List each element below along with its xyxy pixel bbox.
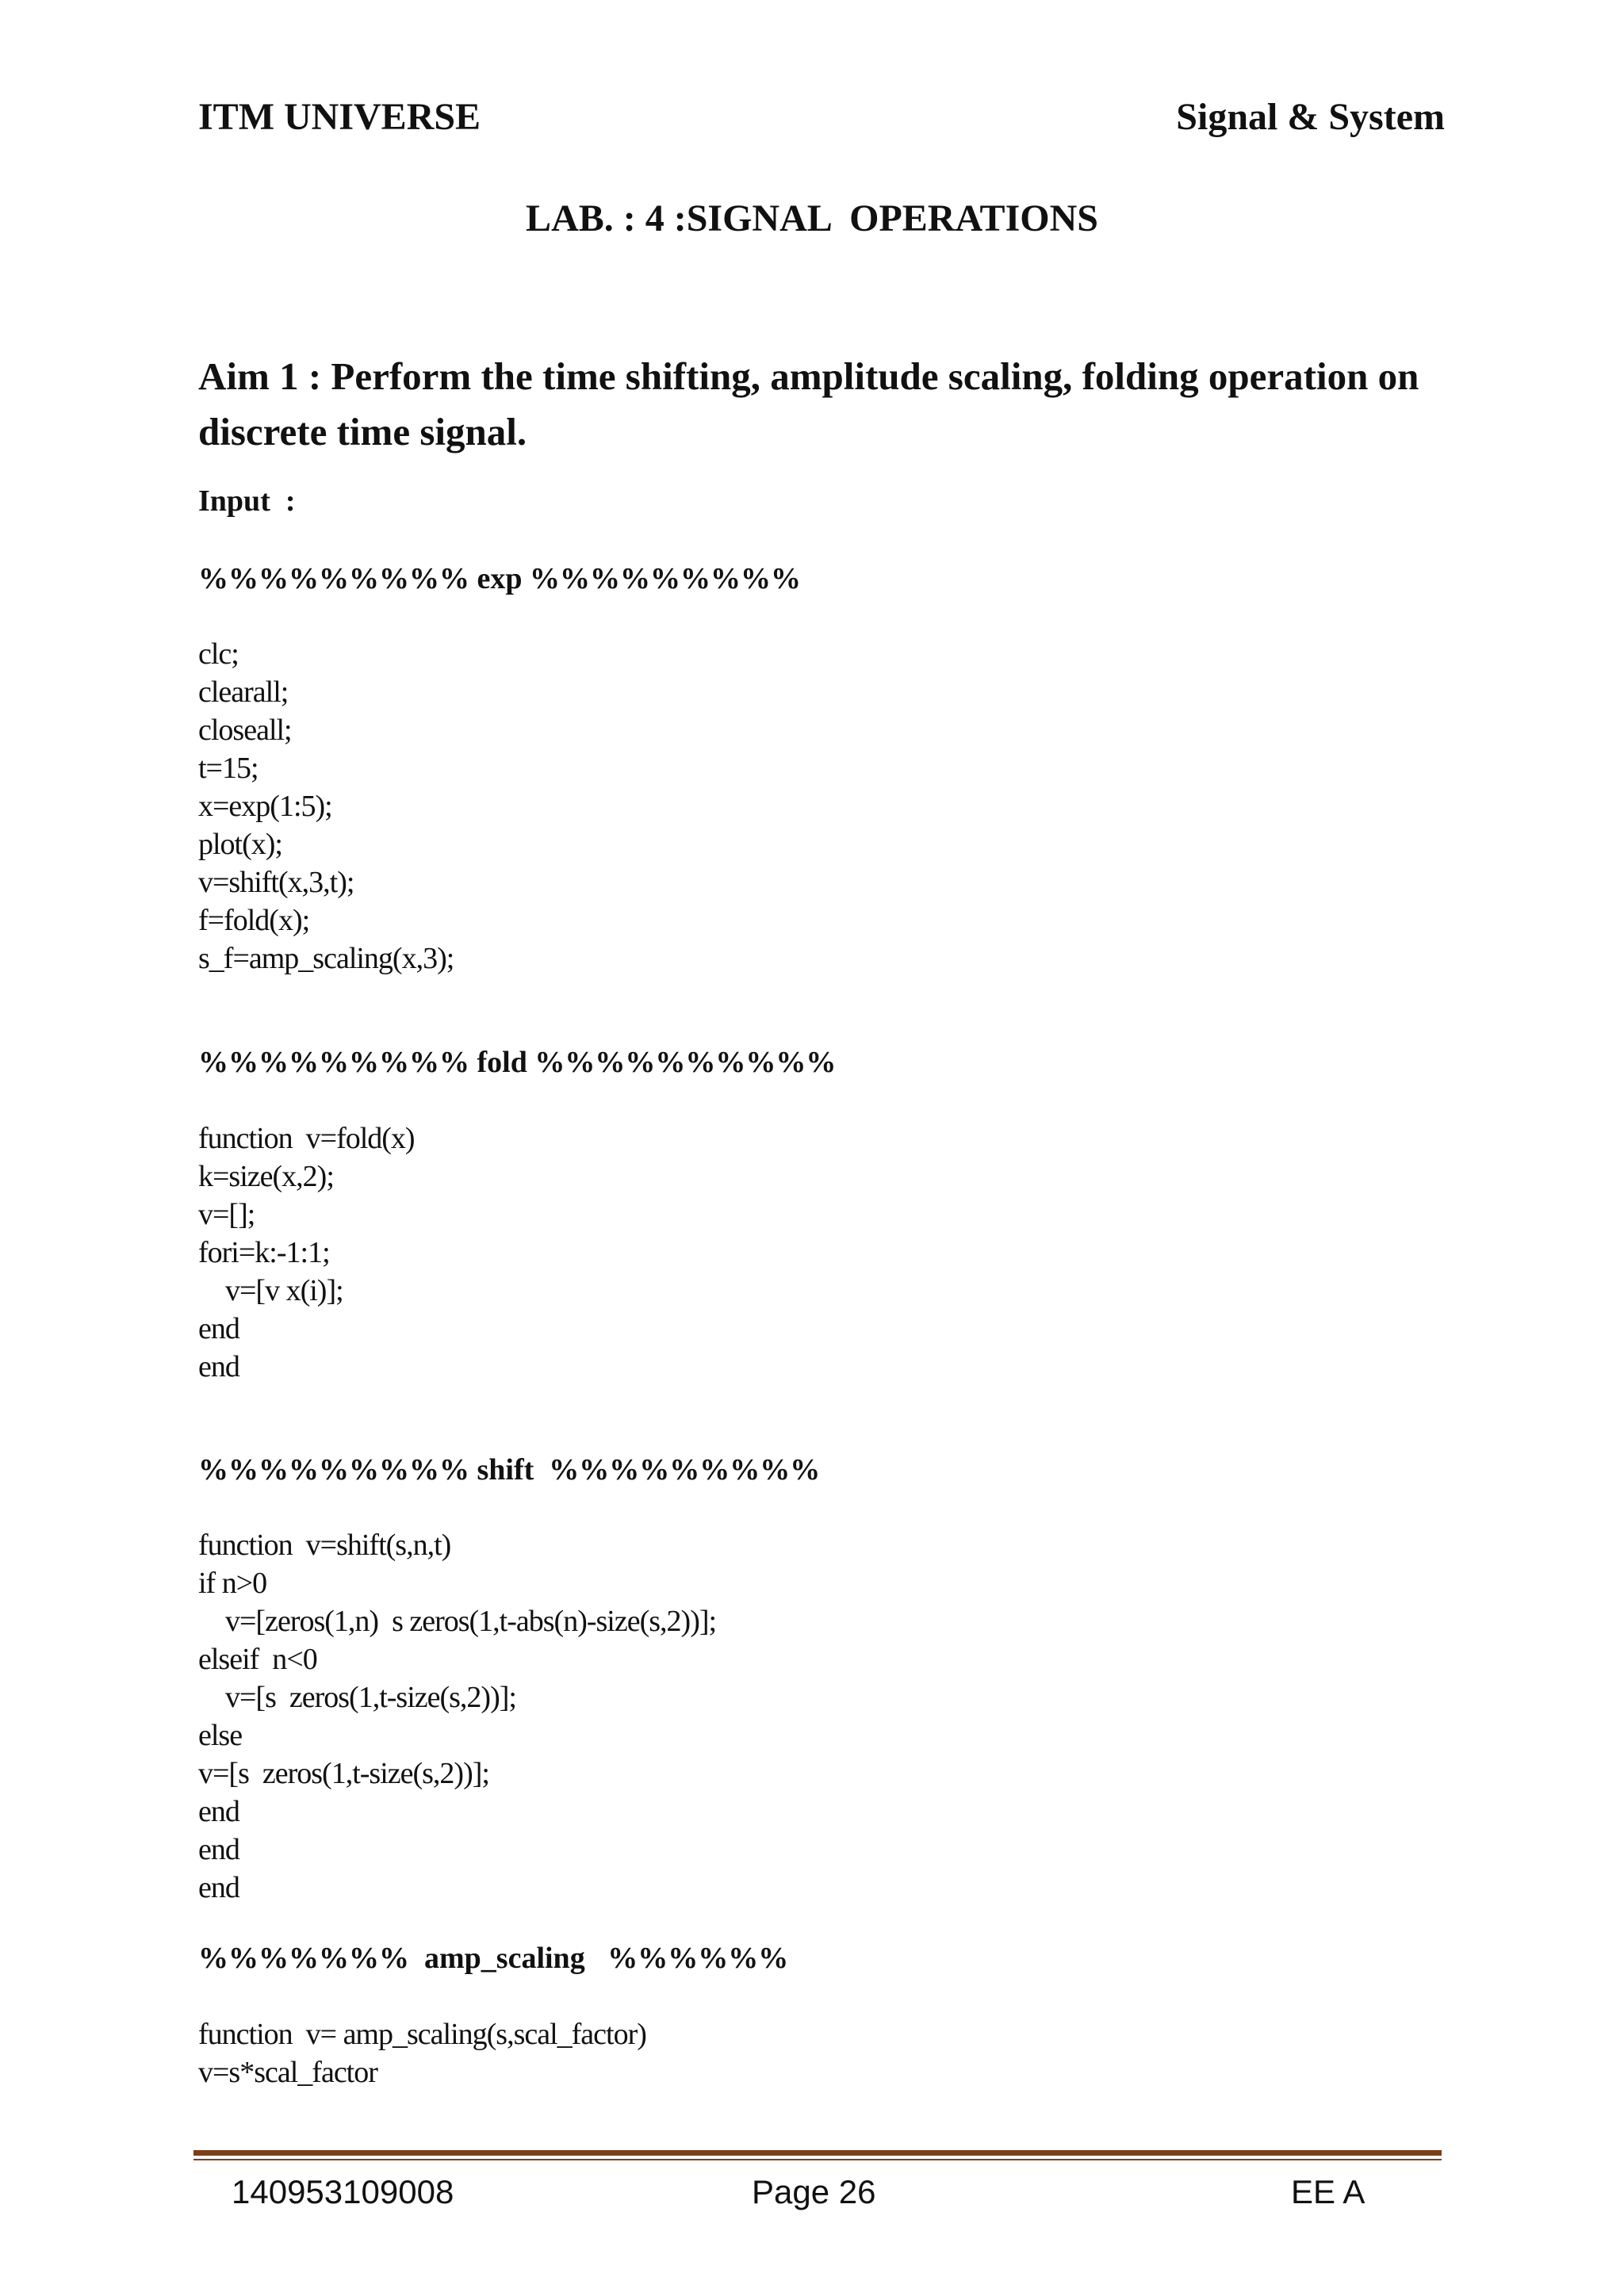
code-line: s_f=amp_scaling(x,3); bbox=[198, 942, 454, 975]
code-line: end bbox=[198, 1833, 239, 1866]
section-heading-shift: %%%%%%%%% shift %%%%%%%%% bbox=[198, 1453, 821, 1487]
code-line: plot(x); bbox=[198, 828, 282, 861]
aim-statement: Aim 1 : Perform the time shifting, amplitude scaling, folding operation on discrete time signal. bbox=[198, 354, 1419, 453]
code-line: v=[s zeros(1,t-size(s,2))]; bbox=[198, 1681, 516, 1714]
code-line: t=15; bbox=[198, 752, 259, 785]
section-heading-fold: %%%%%%%%% fold %%%%%%%%%% bbox=[198, 1046, 837, 1079]
code-block-fold bbox=[198, 1119, 415, 1386]
code-line: end bbox=[198, 1871, 239, 1904]
code-line: else bbox=[198, 1719, 243, 1752]
code-line: v=shift(x,3,t); bbox=[198, 866, 354, 899]
lab-title: LAB. : 4 :SIGNAL OPERATIONS bbox=[526, 197, 1098, 239]
footer-class: EE A bbox=[1291, 2173, 1365, 2210]
code-line: end bbox=[198, 1795, 239, 1828]
code-line: k=size(x,2); bbox=[198, 1160, 334, 1193]
code-line: v=[]; bbox=[198, 1198, 255, 1231]
code-block-exp bbox=[198, 635, 454, 978]
code-line: elseif n<0 bbox=[198, 1643, 317, 1676]
input-label: Input : bbox=[198, 484, 296, 518]
code-line: end bbox=[198, 1350, 239, 1383]
section-heading-exp: %%%%%%%%% exp %%%%%%%%% bbox=[198, 562, 801, 595]
code-line: v=[v x(i)]; bbox=[198, 1274, 343, 1307]
code-line: clearall; bbox=[198, 675, 289, 709]
footer-enrollment-number: 140953109008 bbox=[232, 2173, 454, 2210]
code-line: function v= amp_scaling(s,scal_factor) bbox=[198, 2018, 646, 2051]
code-block-amp-scaling bbox=[198, 2015, 646, 2091]
header-right-title: Signal & System bbox=[1176, 96, 1445, 138]
code-line: f=fold(x); bbox=[198, 904, 310, 937]
code-line: if n>0 bbox=[198, 1567, 267, 1600]
section-heading-amp-scaling: %%%%%%% amp_scaling %%%%%% bbox=[198, 1942, 789, 1975]
footer-page-number: Page 26 bbox=[752, 2173, 876, 2210]
code-line: function v=shift(s,n,t) bbox=[198, 1529, 451, 1562]
code-block-shift bbox=[198, 1526, 716, 1907]
header-left-title: ITM UNIVERSE bbox=[198, 96, 481, 138]
code-line: end bbox=[198, 1312, 239, 1345]
code-line: v=[zeros(1,n) s zeros(1,t-abs(n)-size(s,2))]; bbox=[198, 1605, 717, 1638]
code-line: v=[s zeros(1,t-size(s,2))]; bbox=[198, 1757, 489, 1790]
code-line: closeall; bbox=[198, 714, 292, 747]
footer-divider-thin bbox=[193, 2159, 1442, 2160]
code-line: clc; bbox=[198, 637, 239, 671]
code-line: x=exp(1:5); bbox=[198, 790, 332, 823]
code-line: v=s*scal_factor bbox=[198, 2056, 377, 2089]
code-line: function v=fold(x) bbox=[198, 1122, 415, 1155]
footer-divider bbox=[193, 2150, 1442, 2156]
code-line: fori=k:-1:1; bbox=[198, 1236, 330, 1269]
